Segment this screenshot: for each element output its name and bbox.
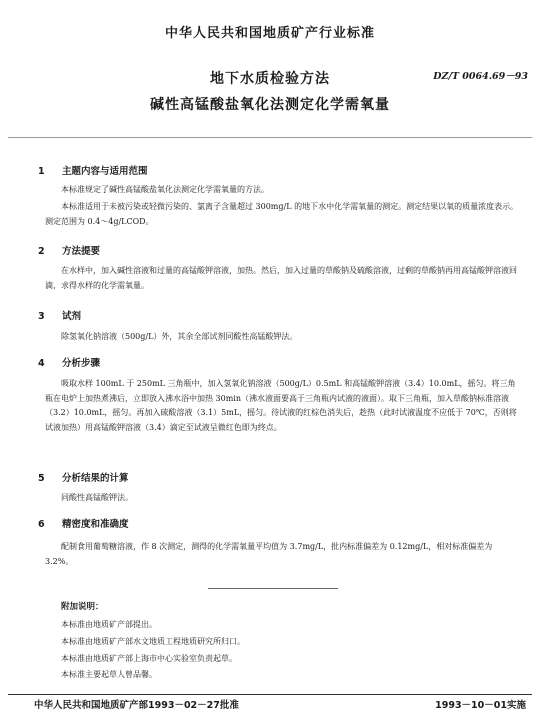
section-1-title: 主题内容与适用范围 (62, 166, 148, 177)
section-2-paragraph-1: 在水样中，加入碱性溶液和过量的高锰酸钾溶液，加热。然后，加入过量的草酸钠及硫酸溶液，过剩的草酸钠再用高锰酸钾溶液回滴，求得水样的化学需氧量。 (45, 266, 517, 290)
effective-date: 1993－10－01实施 (435, 700, 526, 711)
standard-number: DZ/T 0064.69－93 (433, 71, 528, 82)
section-5-number: 5 (38, 473, 45, 484)
document-title-line1: 地下水质检验方法 (210, 71, 330, 87)
section-4-paragraph-1: 吸取水样 100mL 于 250mL 三角瓶中，加入氢氧化钠溶液（500g/L）0.5mL 和高锰酸钾溶液（3.4）10.0mL，摇匀。将三角瓶在电炉上加热煮沸后，立即放入沸水浴中加热 30min（沸水液面要高于三角瓶内试液的液面）。取下三角瓶，加入草酸钠标准溶液（3.2）10.0mL，摇匀。再加入硫酸溶液（3.1）5mL，摇匀。待试液的红棕色消失后，趁热（此时试液温度不应低于 70℃，否则将试液加热）用高锰酸钾溶液（3.4）滴定至试液呈微红色即为终点。 (45, 379, 517, 432)
section-2-title: 方法提要 (62, 246, 101, 257)
section-1-heading (38, 163, 148, 177)
section-5-title: 分析结果的计算 (62, 473, 129, 484)
section-4-number: 4 (38, 358, 45, 369)
section-2-heading (38, 243, 100, 257)
document-title-line2: 碱性高锰酸盐氧化法测定化学需氧量 (150, 97, 390, 113)
section-3-heading (38, 308, 81, 322)
notes-title: 附加说明： (61, 602, 104, 612)
section-3-paragraph-1: 除氢氧化钠溶液（500g/L）外，其余全部试剂同酸性高锰酸钾法。 (61, 332, 298, 341)
section-3-number: 3 (38, 311, 45, 322)
footer-divider (8, 694, 532, 695)
section-2-number: 2 (38, 246, 45, 257)
header-divider (8, 137, 532, 138)
notes-line-4: 本标准主要起草人曾品馨。 (61, 670, 157, 679)
section-5-paragraph-1: 同酸性高锰酸钾法。 (61, 493, 133, 502)
notes-divider (208, 588, 338, 589)
section-4-heading (38, 355, 100, 369)
section-5-heading (38, 470, 129, 484)
section-6-heading (38, 516, 129, 530)
section-6-paragraph-1: 配制食用葡萄糖溶液，作 8 次测定，测得的化学需氧量平均值为 3.7mg/L，批内标准偏差为 0.12mg/L，相对标准偏差为 3.2%。 (45, 542, 493, 566)
issuing-authority-header: 中华人民共和国地质矿产行业标准 (164, 26, 375, 41)
section-6-number: 6 (38, 519, 45, 530)
approval-date: 中华人民共和国地质矿产部1993－02－27批准 (34, 700, 239, 711)
section-3-title: 试剂 (62, 311, 82, 322)
notes-line-3: 本标准由地质矿产部上海市中心实验室负责起草。 (61, 654, 237, 663)
section-1-paragraph-1: 本标准规定了碱性高锰酸盐氧化法测定化学需氧量的方法。 (61, 185, 269, 194)
notes-line-1: 本标准由地质矿产部提出。 (61, 620, 157, 629)
section-1-number: 1 (38, 166, 45, 177)
section-1-paragraph-2: 本标准适用于未被污染或轻微污染的、氯离子含量超过 300mg/L 的地下水中化学需氧量的测定。测定结果以氧的质量浓度表示。测定范围为 0.4～4g/LCOD。 (45, 202, 519, 226)
section-4-title: 分析步骤 (62, 358, 101, 369)
section-6-title: 精密度和准确度 (62, 519, 129, 530)
notes-line-2: 本标准由地质矿产部水文地质工程地质研究所归口。 (61, 637, 245, 646)
